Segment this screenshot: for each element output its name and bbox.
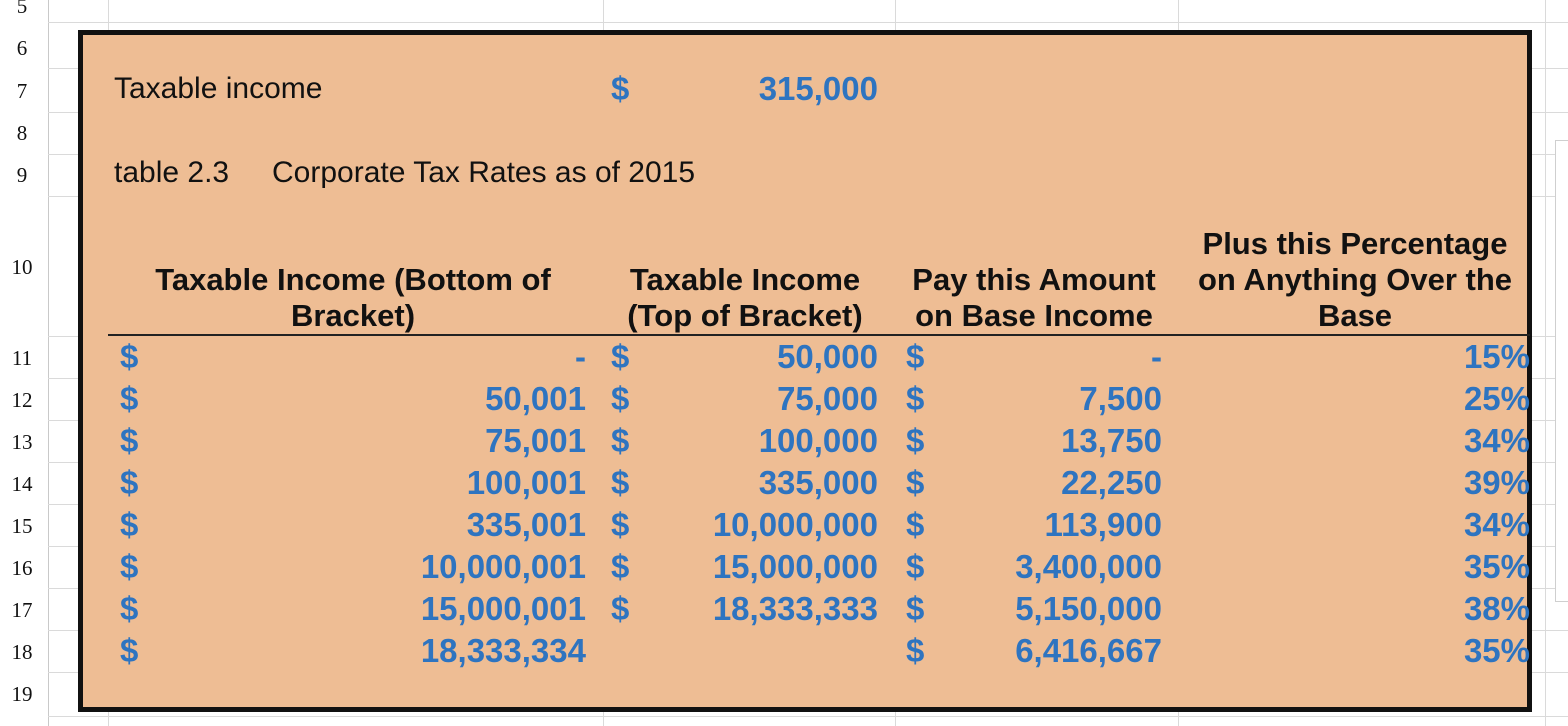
bottom-of-bracket-value[interactable]: 18,333,334 (420, 632, 586, 669)
bottom-of-bracket-value[interactable]: 10,000,001 (420, 548, 586, 585)
pay-amount-value[interactable]: 7,500 (1079, 380, 1162, 417)
percentage-value[interactable]: 38% (1463, 590, 1530, 627)
bottom-currency[interactable]: $ (120, 464, 139, 501)
top-of-bracket-value[interactable]: 18,333,333 (712, 590, 878, 627)
header-underline (108, 334, 1530, 336)
grid-column-line (1545, 0, 1546, 726)
row-number[interactable]: 7 (16, 79, 28, 103)
bottom-of-bracket-value[interactable]: 15,000,001 (420, 590, 586, 627)
header-top-of-bracket[interactable]: Taxable Income (Top of Bracket) (627, 262, 863, 333)
row-number[interactable]: 5 (16, 0, 28, 18)
pay-currency[interactable]: $ (906, 380, 925, 417)
pay-currency[interactable]: $ (906, 590, 925, 627)
top-of-bracket-value[interactable]: 335,000 (758, 464, 878, 501)
grid-row-line (48, 22, 1568, 23)
table-number[interactable]: table 2.3 (114, 156, 230, 189)
top-of-bracket-value[interactable]: 50,000 (777, 338, 878, 375)
bottom-of-bracket-value[interactable]: 75,001 (485, 422, 586, 459)
row-number[interactable]: 10 (11, 255, 33, 279)
bottom-currency[interactable]: $ (120, 422, 139, 459)
bottom-currency[interactable]: $ (120, 590, 139, 627)
pay-currency[interactable]: $ (906, 548, 925, 585)
pay-amount-value[interactable]: 13,750 (1061, 422, 1162, 459)
row-number[interactable]: 8 (16, 121, 28, 145)
top-of-bracket-value[interactable]: 100,000 (758, 422, 878, 459)
bottom-currency[interactable]: $ (120, 632, 139, 669)
top-currency[interactable]: $ (611, 590, 630, 627)
percentage-value[interactable]: 15% (1463, 338, 1530, 375)
header-pay-amount[interactable]: Pay this Amount on Base Income (912, 262, 1156, 333)
row-number[interactable]: 13 (11, 430, 33, 454)
row-number[interactable]: 15 (11, 514, 33, 538)
bottom-of-bracket-value[interactable]: 100,001 (466, 464, 586, 501)
bottom-of-bracket-value[interactable]: - (575, 338, 586, 375)
row-number[interactable]: 18 (11, 640, 33, 664)
row-number[interactable]: 9 (16, 163, 28, 187)
pay-currency[interactable]: $ (906, 506, 925, 543)
grid-row-line (48, 716, 1568, 717)
top-currency[interactable]: $ (611, 464, 630, 501)
pay-currency[interactable]: $ (906, 464, 925, 501)
taxable-income-label[interactable]: Taxable income (114, 72, 323, 105)
scrollbar-edge[interactable] (1555, 140, 1568, 602)
top-currency[interactable]: $ (611, 380, 630, 417)
bottom-of-bracket-value[interactable]: 50,001 (485, 380, 586, 417)
table-title[interactable]: Corporate Tax Rates as of 2015 (272, 156, 696, 189)
bottom-currency[interactable]: $ (120, 380, 139, 417)
percentage-value[interactable]: 35% (1463, 548, 1530, 585)
pay-amount-value[interactable]: 6,416,667 (1015, 632, 1162, 669)
pay-currency[interactable]: $ (906, 632, 925, 669)
pay-amount-value[interactable]: - (1151, 338, 1162, 375)
row-number[interactable]: 19 (11, 682, 33, 706)
top-currency[interactable]: $ (611, 506, 630, 543)
bottom-of-bracket-value[interactable]: 335,001 (466, 506, 586, 543)
percentage-value[interactable]: 35% (1463, 632, 1530, 669)
bottom-currency[interactable]: $ (120, 506, 139, 543)
top-of-bracket-value[interactable]: 15,000,000 (712, 548, 878, 585)
header-percentage[interactable]: Plus this Percentage on Anything Over the Base (1197, 226, 1513, 333)
pay-currency[interactable]: $ (906, 422, 925, 459)
top-currency[interactable]: $ (611, 422, 630, 459)
bottom-currency[interactable]: $ (120, 338, 139, 375)
percentage-value[interactable]: 34% (1463, 506, 1530, 543)
row-number[interactable]: 16 (11, 556, 33, 580)
percentage-value[interactable]: 25% (1463, 380, 1530, 417)
row-number[interactable]: 17 (11, 598, 33, 622)
pay-amount-value[interactable]: 3,400,000 (1015, 548, 1162, 585)
bottom-currency[interactable]: $ (120, 548, 139, 585)
top-currency[interactable]: $ (611, 338, 630, 375)
top-currency[interactable]: $ (611, 548, 630, 585)
top-of-bracket-value[interactable]: 75,000 (777, 380, 878, 417)
row-number[interactable]: 11 (11, 346, 33, 370)
row-number[interactable]: 14 (11, 472, 33, 496)
header-bottom-of-bracket[interactable]: Taxable Income (Bottom of Bracket) (155, 262, 551, 333)
row-number[interactable]: 12 (11, 388, 33, 412)
pay-amount-value[interactable]: 22,250 (1061, 464, 1162, 501)
percentage-value[interactable]: 34% (1463, 422, 1530, 459)
pay-currency[interactable]: $ (906, 338, 925, 375)
taxable-income-value[interactable]: 315,000 (758, 70, 878, 107)
pay-amount-value[interactable]: 113,900 (1044, 506, 1162, 543)
top-of-bracket-value[interactable]: 10,000,000 (712, 506, 878, 543)
pay-amount-value[interactable]: 5,150,000 (1015, 590, 1162, 627)
taxable-income-currency: $ (611, 70, 630, 107)
percentage-value[interactable]: 39% (1463, 464, 1530, 501)
row-number[interactable]: 6 (16, 36, 28, 60)
